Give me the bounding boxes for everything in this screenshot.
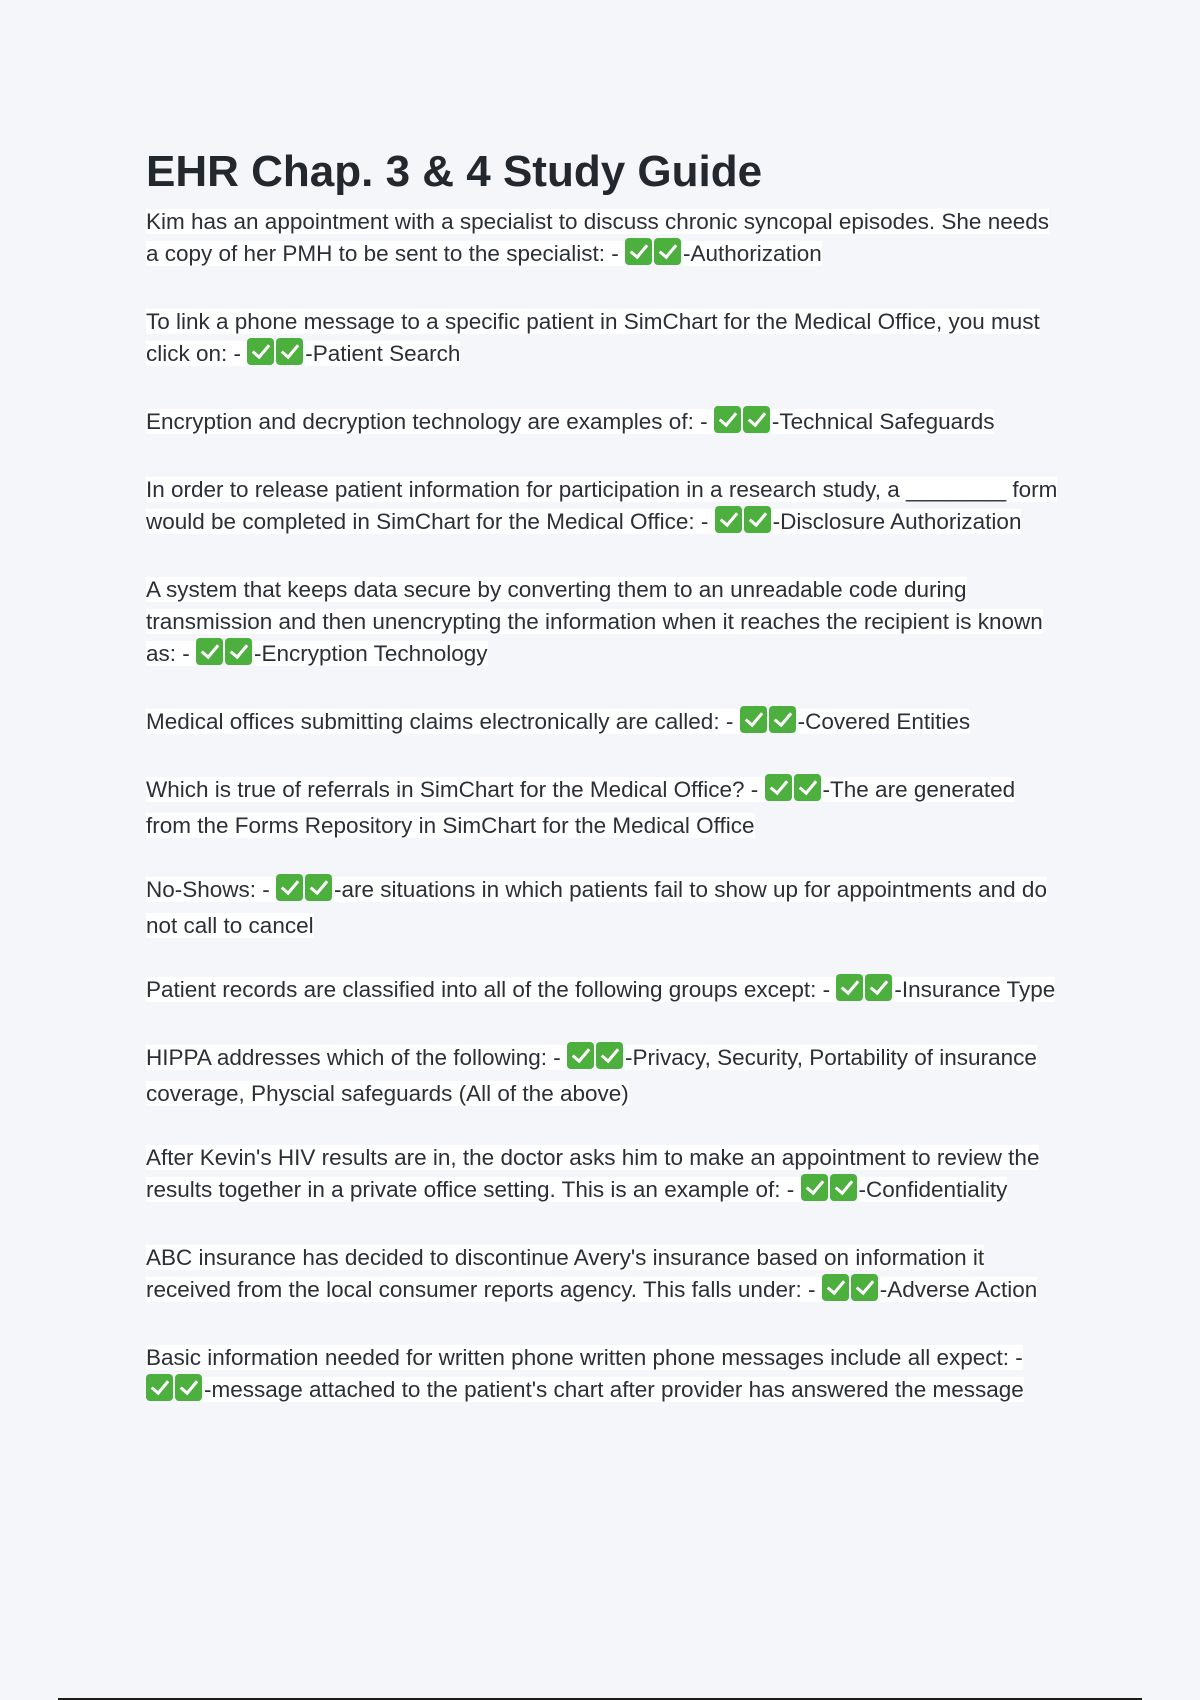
qa-item — [146, 874, 1066, 942]
question-text: Encryption and decryption technology are examples of: - — [146, 409, 714, 434]
answer-text: -Covered Entities — [797, 709, 971, 734]
question-text: A system that keeps data secure by converting them to an unreadable code during transmission and then unencrypting the information when it reaches the recipient is known as: - — [146, 577, 1043, 666]
qa-item — [146, 1342, 1066, 1410]
check-mark-icon — [596, 1042, 623, 1069]
question-text: Basic information needed for written phone written phone messages include all expect: - — [146, 1345, 1023, 1370]
answer-text: -Adverse Action — [879, 1277, 1038, 1302]
check-mark-icon — [801, 1174, 828, 1201]
study-guide-content — [146, 142, 1066, 1442]
check-mark-icon — [740, 706, 767, 733]
answer-text: -Insurance Type — [894, 977, 1056, 1002]
answer-checks — [625, 238, 683, 274]
qa-item — [146, 574, 1066, 674]
question-text: Kim has an appointment with a specialist to discuss chronic syncopal episodes. She needs a copy of her PMH to be sent to the specialist: - — [146, 209, 1049, 266]
page-title: EHR Chap. 3 & 4 Study Guide — [146, 147, 763, 196]
check-mark-icon — [305, 874, 332, 901]
answer-checks — [801, 1174, 859, 1210]
check-mark-icon — [765, 774, 792, 801]
answer-checks — [765, 774, 823, 810]
answer-text: -Privacy, Security, Portability of insurance coverage, Physcial safeguards (All of the above) — [146, 1045, 1037, 1106]
check-mark-icon — [276, 338, 303, 365]
check-mark-icon — [769, 706, 796, 733]
check-mark-icon — [715, 506, 742, 533]
answer-checks — [196, 638, 254, 674]
check-mark-icon — [836, 974, 863, 1001]
answer-text: -Authorization — [682, 241, 822, 266]
question-text: Medical offices submitting claims electronically are called: - — [146, 709, 740, 734]
qa-item — [146, 474, 1066, 542]
check-mark-icon — [822, 1274, 849, 1301]
question-text: Which is true of referrals in SimChart for the Medical Office? - — [146, 777, 765, 802]
answer-text: -message attached to the patient's chart after provider has answered the message — [204, 1377, 1024, 1402]
answer-checks — [714, 406, 772, 442]
check-mark-icon — [851, 1274, 878, 1301]
qa-item — [146, 306, 1066, 374]
question-text: Patient records are classified into all of the following groups except: - — [146, 977, 837, 1002]
check-mark-icon — [175, 1374, 202, 1401]
question-text: After Kevin's HIV results are in, the doctor asks him to make an appointment to review the results together in a private office setting. This is an example of: - — [146, 1145, 1040, 1202]
answer-text: -Disclosure Authorization — [772, 509, 1022, 534]
check-mark-icon — [743, 406, 770, 433]
question-text: No-Shows: - — [146, 877, 277, 902]
answer-checks — [822, 1274, 880, 1310]
answer-checks — [247, 338, 305, 374]
qa-item — [146, 774, 1066, 842]
check-mark-icon — [830, 1174, 857, 1201]
check-mark-icon — [567, 1042, 594, 1069]
check-mark-icon — [225, 638, 252, 665]
answer-checks — [567, 1042, 625, 1078]
check-mark-icon — [146, 1374, 173, 1401]
qa-item — [146, 706, 1066, 742]
qa-item — [146, 1142, 1066, 1210]
qa-item — [146, 974, 1066, 1010]
check-mark-icon — [654, 238, 681, 265]
check-mark-icon — [196, 638, 223, 665]
check-mark-icon — [865, 974, 892, 1001]
answer-text: -Confidentiality — [858, 1177, 1008, 1202]
answer-checks — [715, 506, 773, 542]
check-mark-icon — [247, 338, 274, 365]
answer-checks — [740, 706, 798, 742]
question-text: ABC insurance has decided to discontinue Avery's insurance based on information it received from the local consumer reports agency. This falls under: - — [146, 1245, 985, 1302]
answer-checks — [276, 874, 334, 910]
qa-item — [146, 1242, 1066, 1310]
answer-text: -Encryption Technology — [254, 641, 488, 666]
qa-item — [146, 206, 1066, 274]
qa-item — [146, 1042, 1066, 1110]
answer-text: -Technical Safeguards — [771, 409, 995, 434]
check-mark-icon — [625, 238, 652, 265]
answer-text: -Patient Search — [305, 341, 461, 366]
answer-text: -are situations in which patients fail to show up for appointments and do not call to cancel — [146, 877, 1047, 938]
answer-checks — [836, 974, 894, 1010]
answer-text: -The are generated from the Forms Repository in SimChart for the Medical Office — [146, 777, 1016, 838]
question-text: In order to release patient information for participation in a research study, a ________ form would be completed in SimChart for the Medical Office: - — [146, 477, 1058, 534]
answer-checks — [146, 1374, 204, 1410]
check-mark-icon — [714, 406, 741, 433]
check-mark-icon — [794, 774, 821, 801]
check-mark-icon — [744, 506, 771, 533]
question-text: To link a phone message to a specific patient in SimChart for the Medical Office, you must click on: - — [146, 309, 1040, 366]
check-mark-icon — [276, 874, 303, 901]
qa-item — [146, 406, 1066, 442]
question-text: HIPPA addresses which of the following: - — [146, 1045, 568, 1070]
